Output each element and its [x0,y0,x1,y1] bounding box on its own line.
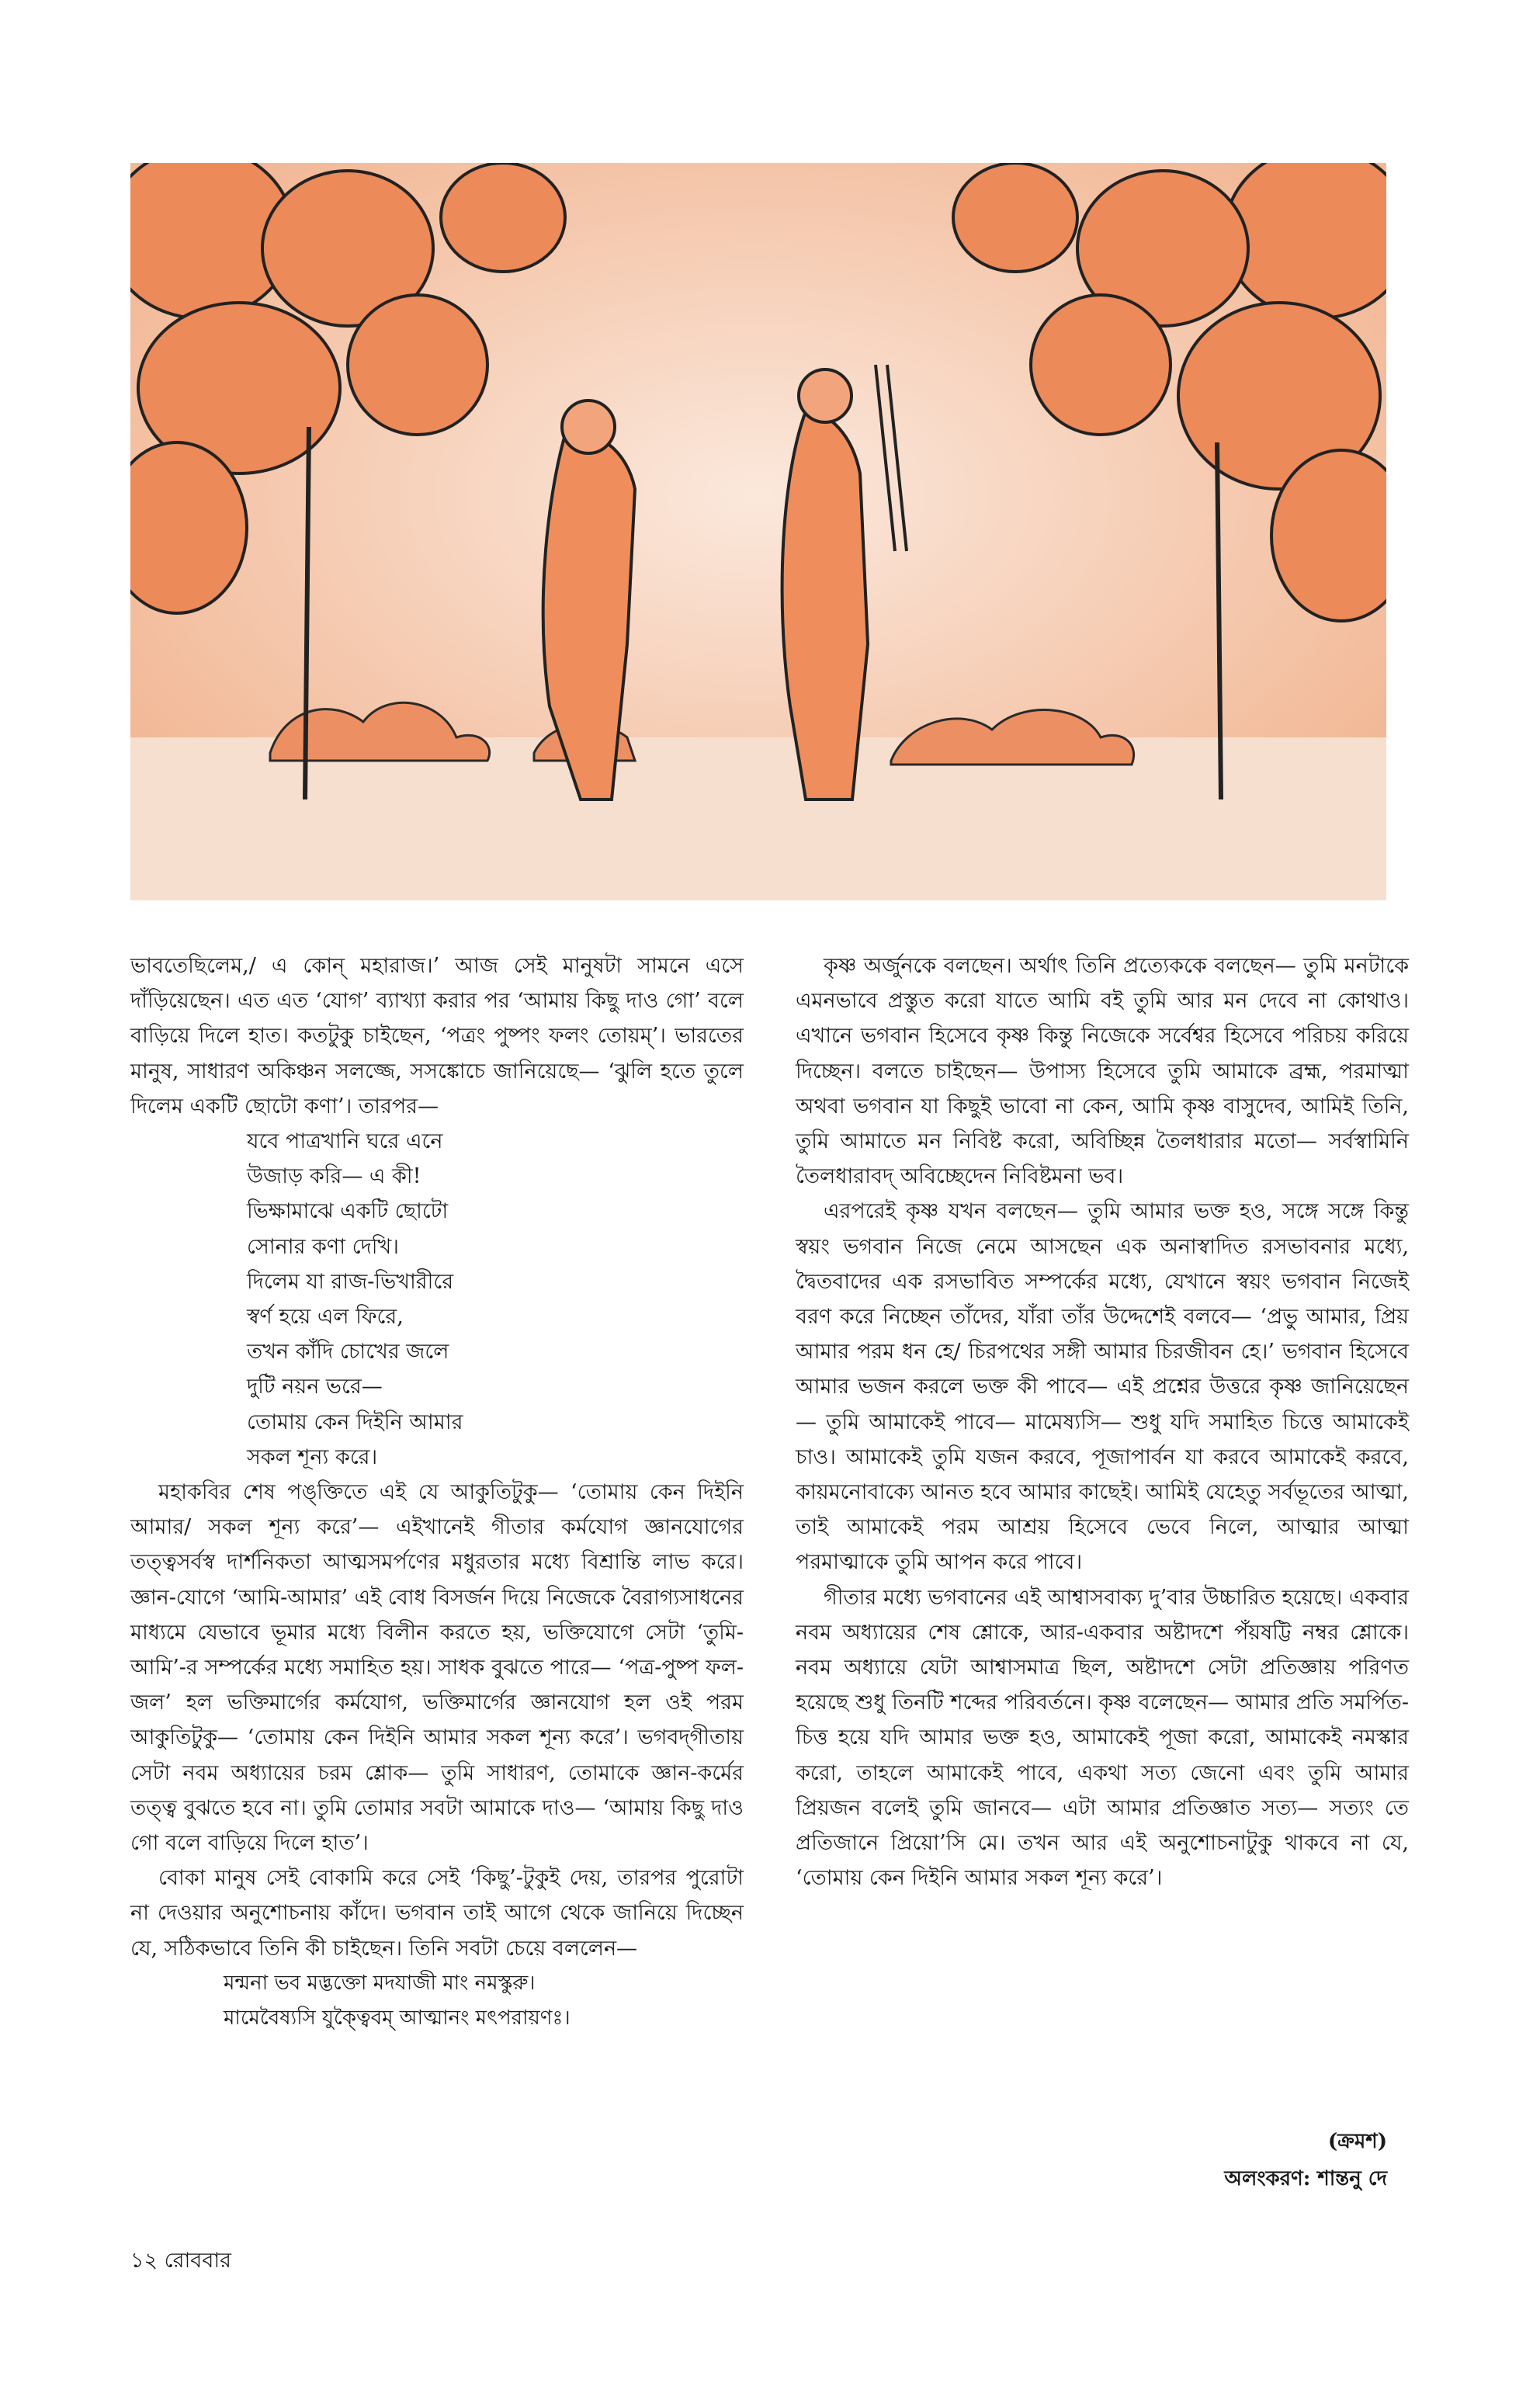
verse-line: দিলেম যা রাজ-ভিখারীরে [247,1269,454,1294]
poem-verse [247,1124,744,1475]
verse-line: উজাড় করি— এ কী! [247,1164,421,1189]
verse-line: যবে পাত্রখানি ঘরে এনে [247,1129,443,1154]
paragraph: ভাবতেছিলেম,/ এ কোন্‌ মহারাজ।’ আজ সেই মানুষটা সামনে এসে দাঁড়িয়েছেন। এত এত ‘যোগ’ ব্যাখ্যা করার পর ‘আমায় কিছু দাও গো’ বলে বাড়িয়ে দিলে হাত। কতটুকু চাইছেন, ‘পত্রং পুষ্পং ফলং তোয়ম্‌’। ভারতের মানুষ, সাধারণ অকিঞ্চন সলজ্জে, সসঙ্কোচে জানিয়েছে— ‘ঝুলি হতে তুলে দিলেম একটি ছোটো কণা’। তারপর— [130,954,744,1118]
sloka-line: মামেবৈষ্যসি যুক্ত্বৈবম্‌ আত্মানং মৎপরায়ণঃ। [224,2006,571,2031]
paragraph: এরপরেই কৃষ্ণ যখন বলছেন— তুমি আমার ভক্ত হও, সঙ্গে সঙ্গে কিন্তু স্বয়ং ভগবান নিজে নেমে আসছেন এক অনাস্বাদিত রসভাবনার মধ্যে, দ্বৈতবাদের এক রসভাবিত সম্পর্কের মধ্যে, যেখানে স্বয়ং ভগবান নিজেই বরণ করে নিচ্ছেন তাঁদের, যাঁরা তাঁর উদ্দেশেই বলবে— ‘প্রভু আমার, প্রিয় আমার পরম ধন হে/ চিরপথের সঙ্গী আমার চিরজীবন হে।’ ভগবান হিসেবে আমার ভজন করলে ভক্ত কী পাবে— এই প্রশ্নের উত্তরে কৃষ্ণ জানিয়েছেন— তুমি আমাকেই পাবে— মামেষ্যসি— শুধু যদি সমাহিত চিত্তে আমাকেই চাও। আমাকেই তুমি যজন করবে, পূজাপার্বন যা করবে আমাকেই করবে, কায়মনোবাক্যে আনত হবে আমার কাছেই। আমিই যেহেতু সর্বভূতের আত্মা, তাই আমাকেই পরম আশ্রয় হিসেবে ভেবে নিলে, আত্মার আত্মা পরমাত্মাকে তুমি আপন করে পাবে। [796,1199,1409,1575]
paragraph: বোকা মানুষ সেই বোকামি করে সেই ‘কিছু’-টুকুই দেয়, তারপর পুরোটা না দেওয়ার অনুশোচনায় কাঁদে। ভগবান তাই আগে থেকে জানিয়ে দিচ্ছেন যে, সঠিকভাবে তিনি কী চাইছেন। তিনি সবটা চেয়ে বললেন— [130,1866,744,1961]
verse-line: সকল শূন্য করে। [247,1444,378,1469]
paragraph: মহাকবির শেষ পঙ্‌ক্তিতে এই যে আকুতিটুকু— ‘তোমায় কেন দিইনি আমার/ সকল শূন্য করে’— এইখানেই গীতার কর্মযোগ জ্ঞানযোগের তত্ত্বসর্বস্ব দার্শনিকতা আত্মসমর্পণের মধুরতার মধ্যে বিশ্রান্তি লাভ করে। জ্ঞান-যোগে ‘আমি-আমার’ এই বোধ বিসর্জন দিয়ে নিজেকে বৈরাগ্যসাধনের মাধ্যমে যেভাবে ভূমার মধ্যে বিলীন করতে হয়, ভক্তিযোগে সেটা ‘তুমি-আমি’-র সম্পর্কের মধ্যে সমাহিত হয়। সাধক বুঝতে পারে— ‘পত্র-পুষ্প ফল-জল’ হল ভক্তিমার্গের কর্মযোগ, ভক্তিমার্গের জ্ঞানযোগ হল ওই পরম আকুতিটুকু— ‘তোমায় কেন দিইনি আমার সকল শূন্য করে’। ভগবদ্‌গীতায় সেটা নবম অধ্যায়ের চরম শ্লোক— তুমি সাধারণ, তোমাকে জ্ঞান-কর্মের তত্ত্ব বুঝতে হবে না। তুমি তোমার সবটা আমাকে দাও— ‘আমায় কিছু দাও গো বলে বাড়িয়ে দিলে হাত’। [130,1480,744,1856]
sanskrit-sloka [224,1966,744,2036]
verse-line: তোমায় কেন দিইনি আমার [247,1410,463,1434]
left-column [130,949,744,2036]
paragraph: গীতার মধ্যে ভগবানের এই আশ্বাসবাক্য দু’বার উচ্চারিত হয়েছে। একবার নবম অধ্যায়ের শেষ শ্লোকে, আর-একবার অষ্টাদশে পঁয়ষট্টি নম্বর শ্লোকে। নবম অধ্যায়ে যেটা আশ্বাসমাত্র ছিল, অষ্টাদশে সেটা প্রতিজ্ঞায় পরিণত হয়েছে শুধু তিনটি শব্দের পরিবর্তনে। কৃষ্ণ বলেছেন— আমার প্রতি সমর্পিত-চিত্ত হয়ে যদি আমার ভক্ত হও, আমাকেই পূজা করো, আমাকেই নমস্কার করো, তাহলে আমাকেই পাবে, একথা সত্য জেনো এবং তুমি আমার প্রিয়জন বলেই তুমি জানবে— এটা আমার প্রতিজ্ঞাত সত্য— সত্যং তে প্রতিজানে প্রিয়ো’সি মে। তখন আর এই অনুশোচনাটুকু থাকবে না যে, ‘তোমায় কেন দিইনি আমার সকল শূন্য করে’। [796,1585,1409,1891]
right-column [796,949,1409,1895]
verse-line: ভিক্ষামাঝে একটি ছোটো [247,1199,449,1224]
verse-line: তখন কাঁদি চোখের জলে [247,1340,449,1365]
illustration-icon [130,163,1386,900]
verse-line: স্বর্ণ হয়ে এল ফিরে, [247,1305,404,1330]
page-folio: ১২ রোববার [130,2249,232,2273]
article-illustration [130,163,1386,900]
to-be-continued: (ক্রমশ) [1327,2130,1387,2153]
verse-line: দুটি নয়ন ভরে— [247,1375,383,1399]
verse-line: সোনার কণা দেখি। [247,1234,399,1259]
paragraph: কৃষ্ণ অর্জুনকে বলছেন। অর্থাৎ তিনি প্রত্যেককে বলছেন— তুমি মনটাকে এমনভাবে প্রস্তুত করো যাতে আমি বই তুমি আর মন দেবে না কোথাও। এখানে ভগবান হিসেবে কৃষ্ণ কিন্তু নিজেকে সর্বেশ্বর হিসেবে পরিচয় করিয়ে দিচ্ছেন। বলতে চাইছেন— উপাস্য হিসেবে তুমি আমাকে ব্রহ্ম, পরমাত্মা অথবা ভগবান যা কিছুই ভাবো না কেন, আমি কৃষ্ণ বাসুদেব, আমিই তিনি, তুমি আমাতে মন নিবিষ্ট করো, অবিচ্ছিন্ন তৈলধারার মতো— সর্বস্বামিনি তৈলধারাবদ্‌ অবিচ্ছেদেন নিবিষ্টমনা ভব। [796,954,1409,1189]
illustration-credit: অলংকরণ: শান্তনু দে [1224,2167,1387,2190]
sloka-line: মন্মনা ভব মদ্ভক্তো মদযাজী মাং নমস্কুরু। [224,1971,536,1995]
